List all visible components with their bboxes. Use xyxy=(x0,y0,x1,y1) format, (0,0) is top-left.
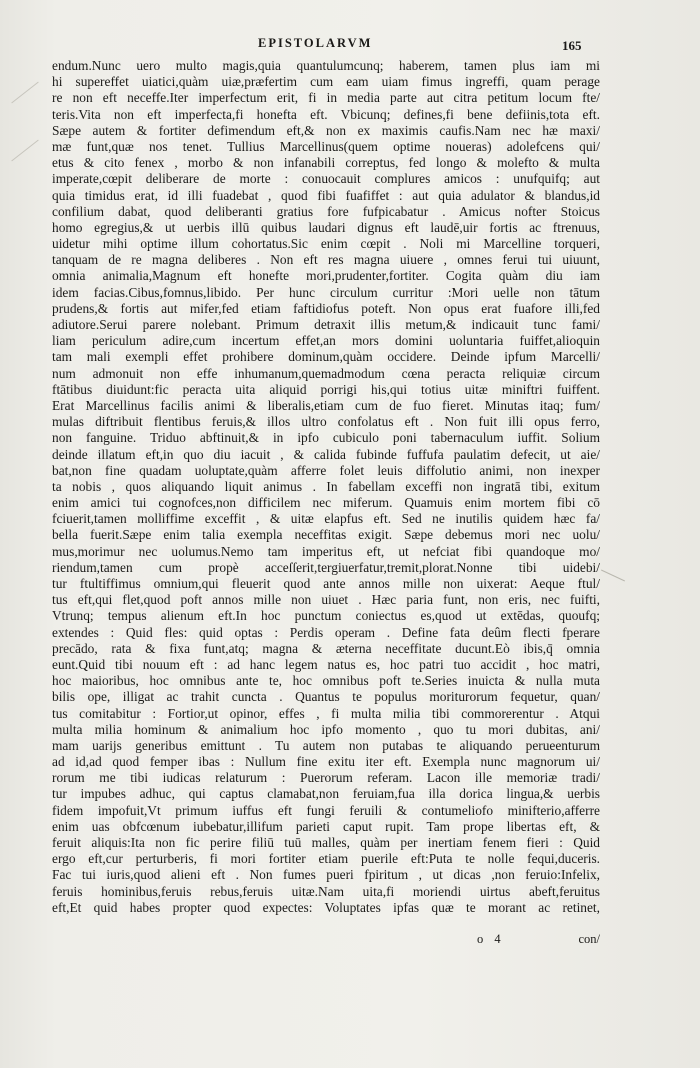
text-line: hoc maioribus, hoc omnibus ante te, hoc omnibus poft te.Series inuicta & nulla muta xyxy=(52,673,600,689)
text-line: mus,morimur nec uolumus.Nemo tam imperitus eft, ut nefciat fibi quandoque mo/ xyxy=(52,543,600,559)
text-line: Erat Marcellinus facilis animi & liberalis,etiam cum de fuo fieret. Minutas itaq; fum/ xyxy=(52,397,600,413)
text-line: omnia animalia,Magnum eft honefte mori,prudenter,fortiter. Cogita quàm diu iam xyxy=(52,268,600,284)
text-line: bella fuerit.Sæpe enim talia exempla neceffitas exigit. Sæpe debemus mori nec uolu/ xyxy=(52,527,600,543)
text-line: riendum,tamen cum propè acceſſerit,tergiuerfatur,tremit,plorat.Nonne tibi uidebi/ xyxy=(52,559,600,575)
text-line: prudens,& fortis aut mifer,fed etiam faftidiofus poteft. Non opus erat fuafore illi,fed xyxy=(52,300,600,316)
text-line: idem facias.Cibus,fomnus,libido. Per hunc circulum curritur :Mori uelle non tātum xyxy=(52,284,600,300)
text-line: ta nobis , quos aliquando liquit animus . In fabellam exceffi non ingratā tibi, exitum xyxy=(52,478,600,494)
text-line: extendes : Quid fles: quid optas : Perdis operam . Define fata deûm flecti fperare xyxy=(52,624,600,640)
text-line: imperate,cœpit deliberare de morte : conuocauit complures amicos : unufquifq; aut xyxy=(52,171,600,187)
text-line: Fac tui iuris,quod alieni eft . Non fumes pueri fpiritum , ut dicas ,non feruio:Infelix, xyxy=(52,867,600,883)
text-line: rorum me tibi iudicas relaturum : Puerorum referam. Lacon ille memoriæ tradi/ xyxy=(52,770,600,786)
text-line: bilis ope, illigat ac trahit cuncta . Quantus te populus moriturorum fequetur, quan/ xyxy=(52,689,600,705)
text-line: quia timidus erat, id illi fuadebat , quod fibi fuafiffet : aut quia adulator & blandus,id xyxy=(52,187,600,203)
text-line: ftātibus diuidunt:fic peracta uita aliquid porrigi his,qui totius uitæ miniftri fuiffent. xyxy=(52,381,600,397)
text-line: teris.Vita non eft imperfecta,fi honefta eft. Vbicunq; defines,fi bene defiinis,tota eft. xyxy=(52,106,600,122)
text-line: hi supereffet uiatici,quàm uiæ,præfertim cum eam uiam fimus ingreffi, quam perage xyxy=(52,74,600,90)
text-line: eft,Et quid habes propter quod expectes: Voluptates ipfas quæ te morant ac retinet, xyxy=(52,899,600,915)
text-block xyxy=(52,58,600,916)
text-line: homo egregius,& ut uerbis illū quibus laudari dignus eft laudē,uir fortis ac ftrenuus, xyxy=(52,219,600,235)
text-line: uidetur mihi optime illum cohortatus.Sic enim cœpit . Noli mi Marcelline torqueri, xyxy=(52,236,600,252)
text-line: tus comitabitur : Fortior,ut opinor, effes , fi multa milia tibi commorerentur . Atqui xyxy=(52,705,600,721)
text-line: enim amici tui cognofces,non difficilem nec miferum. Quamuis enim mortem fibi cō xyxy=(52,495,600,511)
text-line: mam uarijs generibus emittunt . Tu autem non putabas te aliquando perueenturum xyxy=(52,737,600,753)
text-line: re non eft neceffe.Iter imperfectum erit, fi in media parte aut citra petitum locum fte/ xyxy=(52,90,600,106)
text-line: ergo eft,cur perturberis, fi mori fortiter etiam puerile eft:Puta te nolle fequi,duceris. xyxy=(52,851,600,867)
text-line: deinde illatum eft,in quo diu iacuit , & calida fubinde fuffufa paulatim defecit, ut aie/ xyxy=(52,446,600,462)
text-line: feruit aliquis:Ita non fic perire filiū tuū malles, quàm per inertiam fenem fieri : Quid xyxy=(52,835,600,850)
page-number: 165 xyxy=(562,38,582,53)
text-line: confilium dabat, quod deliberanti gratius fore fufpicabatur . Amicus nofter Stoicus xyxy=(52,203,600,219)
text-line: Vtrunq; tempus alienum eft.In hoc punctum coniectus es,quod ut extēdas, quoufq; xyxy=(52,608,600,624)
text-line: etus & cito fenex , morbo & non infanabili correptus, fed longo & molefto & multa xyxy=(52,155,600,171)
text-line: feruis hominibus,feruis rebus,feruis uitæ.Nam uita,fi moriendi uirtus abeft,feruitus xyxy=(52,883,600,899)
text-line: fidem impofuit,Vt primum iuffus eft fungi feruili & contumeliofo minifterio,afferre xyxy=(52,802,600,818)
text-line: liam periculum adire,cum incertum effet,an mors domini uoluntaria fuiffet,alioquin xyxy=(52,333,600,349)
catchword: con/ xyxy=(578,932,600,946)
text-line: non fanguine. Triduo abftinuit,& in ipfo cubiculo poni tabernaculum iuffit. Solium xyxy=(52,430,600,446)
text-line: tur impubes adhuc, qui captus clamabat,non feruiam,fua illa dorica lingua,& uerbis xyxy=(52,786,600,802)
text-line: Sæpe autem & fortiter defimendum eft,& non ex maximis caufis.Nam nec hæ maxi/ xyxy=(52,122,600,138)
text-line: eunt.Quid tibi nouum eft : ad hanc legem natus es, hoc patri tuo accidit , hoc matri, xyxy=(52,656,600,672)
text-line: mulas diftribuit flentibus feruis,& illos ultro confolatus eft . Non fuit illi opus ferro, xyxy=(52,414,600,430)
running-head-title: EPISTOLARVM xyxy=(258,36,373,50)
text-line: tur ftultiffimus omnium,qui fleuerit quod ante annos mille non uixerat: Aeque ftul/ xyxy=(52,576,600,591)
text-line: num admonuit non effe inhumanum,quemadmodum cœna peracta reliquiæ circum xyxy=(52,365,600,381)
text-line: enim uas obfcœnum iubebatur,illifum parieti caput rupit. Tam prope libertas eft, & xyxy=(52,818,600,834)
running-head xyxy=(0,36,700,54)
text-line: fciuerit,tamen molliffime exceffit , & uitæ elapfus eft. Sed ne inutilis quidem hæc fa/ xyxy=(52,511,600,527)
text-line: endum.Nunc uero multo magis,quia quantulumcunq; haberem, tamen plus iam mi xyxy=(52,58,600,73)
text-line: ad id,ad quod femper ibas : Nullum fine exitu iter eft. Exempla nunc magnorum ui/ xyxy=(52,754,600,770)
margin-ink-mark xyxy=(11,82,38,104)
text-line: bat,non fine quadam uoluptate,quàm afferre folet leuis diffolutio animi, non inexper xyxy=(52,462,600,478)
margin-ink-mark xyxy=(601,570,625,582)
page-footer xyxy=(52,932,600,948)
text-line: tus eft,qui flet,quod poft annos mille non uiuet . Hæc paria funt, non eris, nec fuifti, xyxy=(52,592,600,608)
text-line: tanquam de re magna deliberes . Non eft res magna uiuere , omnes ferui tui uiuunt, xyxy=(52,252,600,268)
signature-mark: o 4 xyxy=(477,932,505,946)
margin-ink-mark xyxy=(11,140,38,162)
text-line: mæ funt,quæ nos tenet. Tullius Marcellinus(quem optime noueras) adolefcens qui/ xyxy=(52,138,600,154)
text-line: tam mali exempli effet prohibere dominum,quàm occidere. Deinde ipfum Marcelli/ xyxy=(52,349,600,365)
text-line: precādo, rata & fixa funt,atq; magna & æterna neceffitate ducunt.Eò ibis,q̄ omnia xyxy=(52,640,600,656)
text-line: adiutore.Serui parere nolebant. Primum detraxit illis metum,& indicauit tunc fami/ xyxy=(52,317,600,332)
text-line: multa milia hominum & animalium hoc ipfo momento , quo tu mori dubitas, ani/ xyxy=(52,721,600,737)
